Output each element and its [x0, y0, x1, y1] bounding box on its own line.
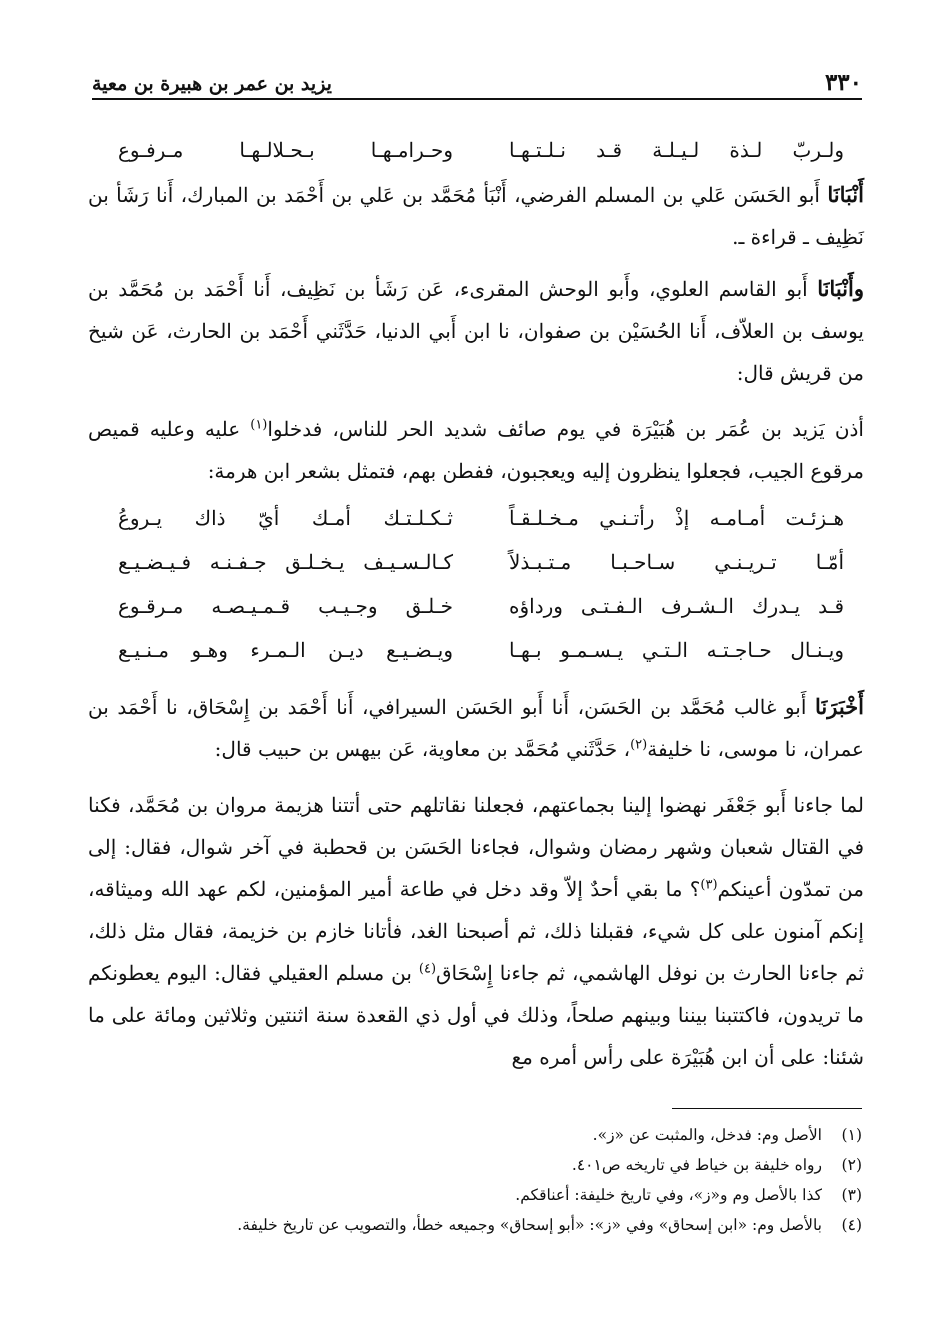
isnad-lead: أَنْبَانَا [827, 182, 864, 207]
verse-first-hemistich: هـزئـت أمـامـه إذْ رأتـنـي مـخـلـقـاً [509, 506, 844, 530]
paragraph-text: لما جاءنا أَبو جَعْفَر نهضوا إلينا بجماعتهم، فجعلنا نقاتلهم حتى أتتنا هزيمة مروان بن مُحَمَّد، فكنا في القتال شعبان وشهر رمضان وشوال، فجاءنا الحَسَن بن قحطبة في آخر شوال، فقال: إلى من تمدّون أعينكم [88, 793, 865, 901]
paragraph [88, 408, 864, 492]
paragraph [88, 686, 864, 770]
verse-first-hemistich: ولـربّ لـذة لـيـلـة قـد نـلـتـهـا [509, 138, 844, 162]
verse-second-hemistich: ثـكـلـتـك أمـك أيّ ذاك يـروعُ [118, 506, 453, 530]
poem [88, 496, 864, 672]
main-text [88, 128, 864, 1092]
footnote-ref[interactable]: (٤) [418, 961, 437, 977]
paragraph-text: أَبو القاسم العلوي، وأَبو الوحش المقرىء، عَن رَشَأ بن نَظِيف، أَنا أَحْمَد بن مُحَمَّد بن يوسف بن العلاّف، أَنا الحُسَيْن بن صفوان، نا ابن أَبي الدنيا، حَدَّثَني أَحْمَد بن الحارث، عَن شيخ من قريش قال: [88, 277, 864, 385]
verse-second-hemistich: خـلـق وجـيـب قـمـيـصـه مـرقـوع [118, 594, 453, 618]
footnote-ref[interactable]: (٢) [630, 737, 648, 753]
paragraph [88, 268, 864, 394]
paragraph [88, 174, 864, 258]
paragraph-text: أذن يَزيد بن عُمَر بن هُبَيْرَة في يوم صائف شديد الحر للناس، فدخلوا [267, 417, 864, 441]
verse-first-hemistich: قـد يـدرك الـشـرف الـفـتـى ورداؤه [509, 594, 844, 618]
verse-second-hemistich: ويـضـيـع ديـن الـمـرء وهـو مـنـيـع [118, 638, 453, 662]
verse-line [88, 540, 864, 584]
footnote-text: الأصل وم: فدخل، والمثبت عن «ز». [592, 1126, 822, 1144]
verse-line [88, 128, 864, 172]
footnote-number: (١) [841, 1126, 862, 1144]
paragraph-text: أَبو الحَسَن عَلي بن المسلم الفرضي، أَنْبَأ مُحَمَّد بن عَلي بن أَحْمَد بن المبارك، أَنا رَشَأ بن نَظِيف ـ قراءة ـ. [88, 183, 864, 249]
paragraph-text: بن مسلم العقيلي فقال: اليوم يعطونكم ما تريدون، فاكتتبنا بيننا وبينهم صلحاً، وذلك في أول ذي القعدة سنة اثنتين وثلاثين ومائة على ما شئنا: على أن ابن هُبَيْرَة على رأس أمره مع [88, 961, 864, 1069]
page-number: ٣٣٠ [824, 69, 862, 96]
footnote [122, 1180, 862, 1210]
footnote [122, 1150, 862, 1180]
verse-first-hemistich: ويـنـال حـاجـتـه الـتـي يـسـمـو بـهـا [509, 638, 844, 662]
footnotes [122, 1120, 862, 1240]
isnad-lead: وأَنْبَانَا [817, 276, 864, 301]
footnote [122, 1120, 862, 1150]
footnote-number: (٤) [841, 1216, 862, 1234]
footnote-text: رواه خليفة بن خياط في تاريخه ص٤٠١. [571, 1156, 822, 1174]
footnote-number: (٣) [841, 1186, 862, 1204]
verse-second-hemistich: كـالـسـيـف يـخـلـق جـفـنـه فـيـضـيـع [118, 550, 453, 574]
verse-line [88, 628, 864, 672]
paragraph-text: عليه وعليه قميص مرقوع الجيب، فجعلوا ينظرون إليه ويعجبون، ففطن بهم، فتمثل بشعر ابن هرمة: [88, 417, 864, 483]
verse-line [88, 496, 864, 540]
verse-first-hemistich: أمّـا تـريـنـي سـاحـبـا مـتـبـذلاً [509, 550, 844, 574]
verse-second-hemistich: وحـرامـهـا بـحـلالـهـا مـرفـوع [118, 138, 453, 162]
verse-line [88, 584, 864, 628]
footnote-ref[interactable]: (٣) [700, 877, 718, 893]
running-title: يزيد بن عمر بن هبيرة بن معية [92, 73, 332, 95]
isnad-lead: أَخْبَرَنَا [815, 694, 864, 719]
paragraph-text: أَبو غالب مُحَمَّد بن الحَسَن، أَنا أَبو الحَسَن السيرافي، أَنا أَحْمَد بن إِسْحَاق، نا أَحْمَد بن عمران، نا موسى، نا خليفة [88, 695, 864, 761]
page-header [92, 52, 862, 94]
paragraph [88, 784, 864, 1078]
paragraph-text: ، حَدَّثَني مُحَمَّد بن معاوية، عَن بيهس بن حبيب قال: [214, 737, 631, 761]
footnote-ref[interactable]: (١) [250, 417, 268, 433]
header-rule [92, 98, 862, 100]
footnote-text: كذا بالأصل وم و«ز»، وفي تاريخ خليفة: أعناقكم. [515, 1186, 822, 1204]
footnote [122, 1210, 862, 1240]
footnote-rule [672, 1108, 862, 1109]
footnote-number: (٢) [841, 1156, 862, 1174]
paragraph-text: ؟ ما بقي أحدٌ إلاّ وقد دخل في طاعة أمير المؤمنين، لكم عهد الله وميثاقه، إنكم آمنون على كل شيء، فقبلنا ذلك، ثم أصبحنا الغد، فأتانا خازم بن خزيمة، فقال مثل ذلك، ثم جاءنا الحارث بن نوفل الهاشمي، ثم جاءنا إِسْحَاق [88, 877, 865, 985]
footnote-text: بالأصل وم: «ابن إسحاق» وفي «ز»: «أبو إسحاق» وجميعه خطأ، والتصويب عن تاريخ خليفة. [237, 1216, 822, 1234]
